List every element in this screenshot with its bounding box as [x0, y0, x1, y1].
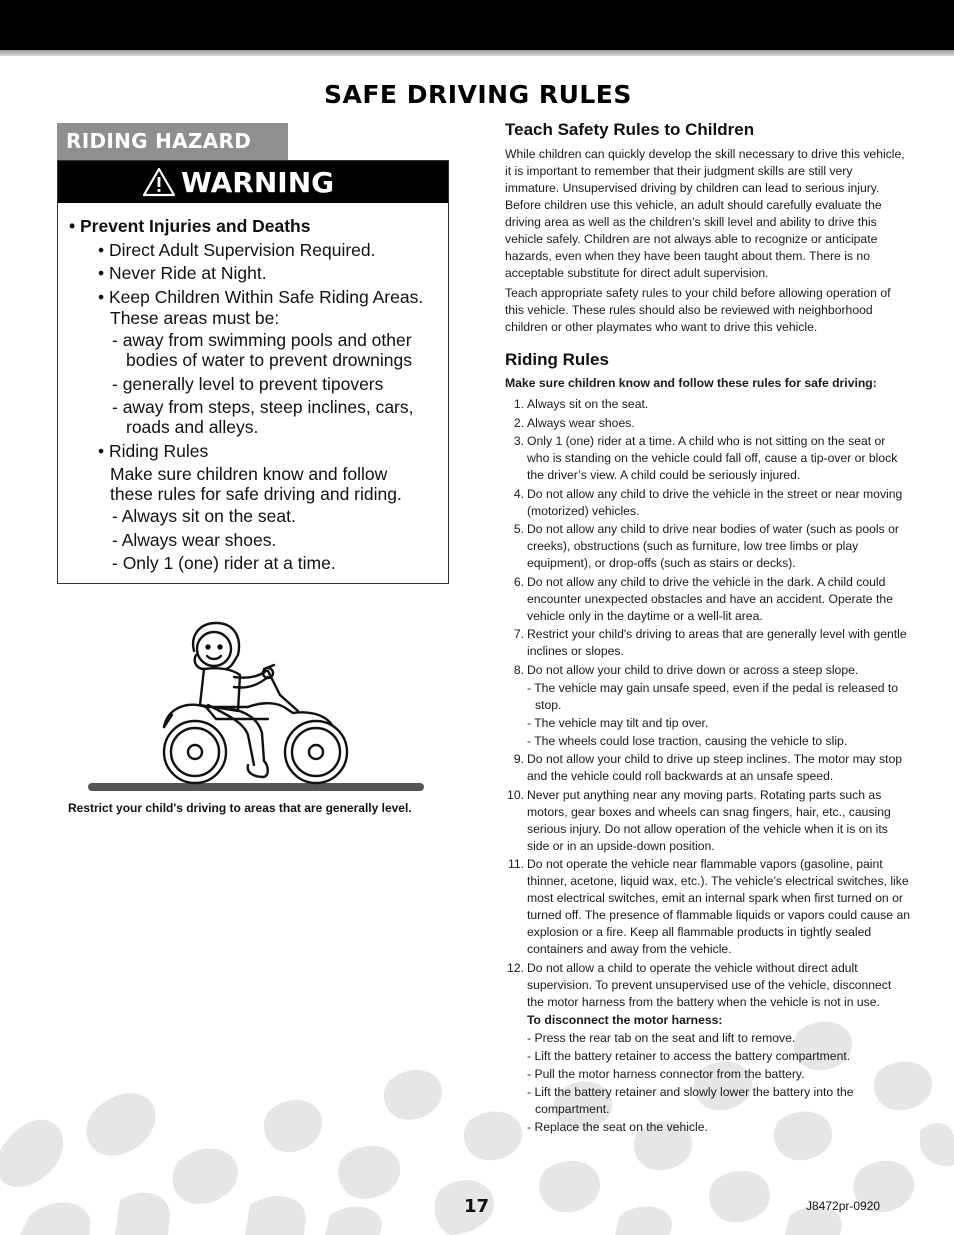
list-item: 5. Do not allow any child to drive near bodies of water (such as pools or creeks), obstructions (such as furniture, low tree limbs or play equipment), or drop-offs (such as stairs or decks). [513, 522, 899, 570]
list-item: 1. Always sit on the seat. [513, 397, 649, 411]
warning-line: • Keep Children Within Safe Riding Areas. [98, 287, 424, 307]
teach-paragraph: Teach appropriate safety rules to your child before allowing operation of this vehicle. These rules should also be reviewed with neighborhood children or other playmates who want to drive this vehicle. [505, 286, 891, 334]
list-item: 7. Restrict your child's driving to areas that are generally level with gentle inclines or slopes. [513, 627, 907, 658]
warning-line: - away from swimming pools and other [112, 330, 412, 350]
teach-paragraph: While children can quickly develop the skill necessary to drive this vehicle, it is important to remember that their judgment skills are still very immature. Unsupervised driving by children can lead to serious injury. Before children use this vehicle, an adult should carefully evaluate the driving area as well as the children’s skill level and ability to drive this vehicle safely. Children are not always able to recognize or anticipate hazards, even when they have been taught about them. There is no acceptable substitute for direct adult supervision. [505, 147, 905, 280]
list-item: 2. Always wear shoes. [513, 415, 635, 430]
child-riding-atv-illustration [88, 615, 428, 795]
sub-item: - The vehicle may gain unsafe speed, even if the pedal is released to stop. [527, 680, 899, 712]
sub-item: - Press the rear tab on the seat and lift to remove. [527, 1030, 796, 1045]
document-code: J8472pr-0920 [806, 1199, 881, 1213]
warning-line: • Riding Rules [98, 441, 209, 461]
list-item: 10. Never put anything near any moving parts. Rotating parts such as motors, gear boxes and wheels can snag fingers, hair, etc., causing serious injury. Do not allow operation of the vehicle when it is on its side or in an upside-down position. [507, 787, 891, 853]
sub-item: - Lift the battery retainer to access the battery compartment. [527, 1048, 851, 1063]
warning-header [58, 161, 448, 203]
warning-line: Make sure children know and follow [110, 464, 388, 484]
warning-line: these rules for safe driving and riding. [110, 484, 402, 504]
illustration-caption: Restrict your child's driving to areas that are generally level. [68, 801, 412, 815]
list-item: 3. Only 1 (one) rider at a time. A child who is not sitting on the seat or who is standing on the vehicle could fall off, cause a tip-over or block the driver’s view. A child could be seriously injured. [513, 434, 898, 482]
sub-item: - Pull the motor harness connector from the battery. [527, 1066, 805, 1081]
warning-line: roads and alleys. [126, 417, 259, 437]
warning-line: • Prevent Injuries and Deaths [69, 216, 311, 236]
warning-line: - Only 1 (one) rider at a time. [112, 553, 336, 573]
sub-item: - Replace the seat on the vehicle. [527, 1119, 708, 1134]
sub-item: - The vehicle may tilt and tip over. [527, 715, 709, 730]
riding-hazard-tab: RIDING HAZARD [57, 123, 288, 160]
top-gray-band [0, 50, 954, 56]
page-title: SAFE DRIVING RULES [324, 80, 632, 109]
riding-rules-heading: Riding Rules [505, 350, 609, 369]
warning-line: These areas must be: [110, 308, 280, 328]
list-item: 11. Do not operate the vehicle near flammable vapors (gasoline, paint thinner, acetone, liquid wax, etc.). The vehicle’s electrical switches, like most electrical switches, emit an internal spark when first turned on or turned off. The presence of flammable liquids or vapors could cause an explosion or a fire. Keep all flammable products in tightly sealed containers and away from the vehicle. [507, 857, 911, 956]
sub-item: - The wheels could lose traction, causing the vehicle to slip. [527, 733, 848, 748]
list-item: 12. Do not allow a child to operate the vehicle without direct adult supervision. To prevent unsupervised use of the vehicle, disconnect the motor harness from the battery when the vehicle is not in use. To disconnect the motor harness: - Press the rear tab on the seat and lift to remove. - Lift the battery retainer to access the battery compartment. - Pull the motor harness connector from the battery. - Lift the battery retainer and slowly lower the battery into the compartment. - Replace the seat on the vehicle. [505, 960, 910, 1136]
warning-line: bodies of water to prevent drownings [126, 350, 412, 370]
warning-line: - Always wear shoes. [112, 530, 277, 550]
warning-line: • Direct Adult Supervision Required. [98, 240, 376, 260]
warning-word: WARNING [181, 165, 335, 199]
page-number: 17 [464, 1196, 490, 1217]
list-item: 6. Do not allow any child to drive the vehicle in the dark. A child could encounter unexpected obstacles and have an accident. Operate the vehicle only in the daytime or a well-lit area. [513, 574, 893, 623]
warning-line: - away from steps, steep inclines, cars, [112, 397, 414, 417]
riding-rules-intro: Make sure children know and follow these rules for safe driving: [505, 376, 877, 390]
sub-item: - Lift the battery retainer and slowly lower the battery into the compartment. [527, 1084, 854, 1116]
disconnect-heading: To disconnect the motor harness: [527, 1012, 723, 1027]
right-column [505, 118, 910, 1137]
warning-line: • Never Ride at Night. [98, 263, 267, 283]
warning-box [57, 160, 449, 584]
warning-triangle-icon [142, 167, 176, 197]
list-item: 4. Do not allow any child to drive the vehicle in the street or near moving (motorized) vehicles. [513, 486, 903, 518]
list-item: 9. Do not allow your child to drive up steep inclines. The motor may stop and the vehicle could roll backwards at an unsafe speed. [513, 752, 903, 783]
warning-line: - generally level to prevent tipovers [112, 374, 384, 394]
teach-heading: Teach Safety Rules to Children [505, 120, 755, 139]
top-black-band [0, 0, 954, 50]
warning-line: - Always sit on the seat. [112, 506, 296, 526]
riding-rules-list [505, 396, 910, 1136]
list-item: 8. Do not allow your child to drive down or across a steep slope. - The vehicle may gain unsafe speed, even if the pedal is released to stop. - The vehicle may tilt and tip over. - The wheels could lose traction, causing the vehicle to slip. [505, 662, 910, 750]
